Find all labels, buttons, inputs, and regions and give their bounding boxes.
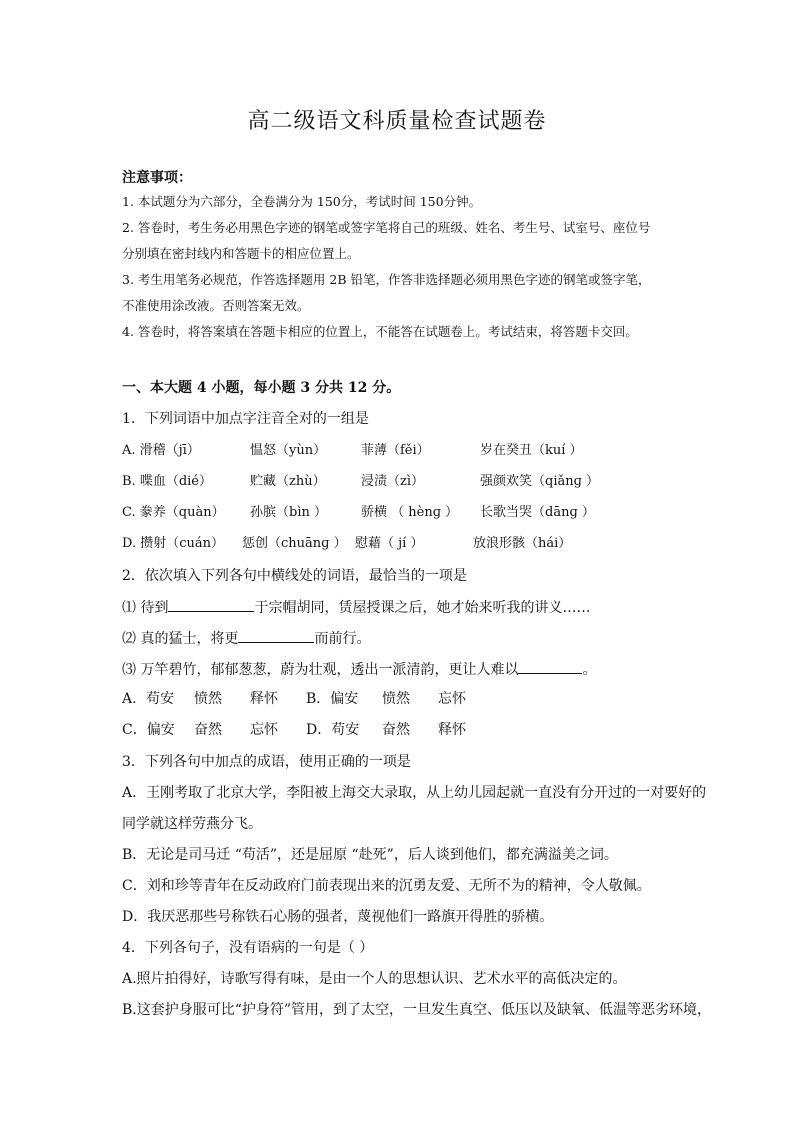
question-3-line: B．无论是司马迁 “苟活”，还是屈原 “赴死”，后人谈到他们，都充满溢美之词。 [122,847,618,863]
sentence-text: 而前行。 [314,631,371,647]
option-word: 奋然 [194,722,222,738]
sentence-text: ⑵ 真的猛士，将更 [122,631,239,647]
sentence-text: ⑶ 万竿碧竹，郁郁葱葱，蔚为壮观，透出一派清韵，更让人难以 [122,662,519,678]
option-word: 愤然 [194,691,222,707]
fill-blank-1 [168,597,254,612]
question-2-stem: 2．依次填入下列各句中横线处的词语，最恰当的一项是 [122,568,467,584]
option-word: 菲薄（fěi） [361,443,430,458]
option-word: 贮藏（zhù） [250,474,326,489]
option-word: 愠怒（yùn） [250,443,327,458]
option-word: C. 豢养（quàn） [122,505,225,520]
option-word: 忘怀 [438,691,466,707]
option-word: 强颜欢笑（qiǎnɡ ） [480,474,600,489]
option-word: 忘怀 [250,722,278,738]
option-word: 浸渍（zì） [361,474,425,489]
question-3-stem: 3．下列各句中加点的成语，使用正确的一项是 [122,754,411,770]
option-word: D．苟安 [306,722,360,738]
option-word: 骄横 （ hènɡ ） [361,505,459,520]
option-word: A．苟安 [122,691,175,707]
option-word: 放浪形骸（hái） [473,536,572,551]
sentence-1 [122,597,590,618]
option-word: 释怀 [438,722,466,738]
option-word: 愤然 [382,691,410,707]
notice-line: 不准使用涂改液。否则答案无效。 [122,298,310,313]
section-heading: 一、本大题 4 小题，每小题 3 分共 12 分。 [122,380,401,396]
question-3-line: D．我厌恶那些号称铁石心肠的强者，蔑视他们一路旗开得胜的骄横。 [122,909,554,925]
option-word: B. 喋血（dié） [122,474,212,489]
fill-blank-3 [518,659,582,674]
sentence-text: 于宗帽胡同，赁屋授课之后，她才始来听我的讲义…… [254,600,591,616]
question-4-line: A.照片拍得好，诗歌写得有味，是由一个人的思想认识、艺术水平的高低决定的。 [122,971,627,987]
option-word: 奋然 [382,722,410,738]
question-3-line: 同学就这样劳燕分飞。 [122,816,262,832]
question-1-stem: 1．下列词语中加点字注音全对的一组是 [122,411,369,427]
sentence-text: 。 [582,662,597,678]
option-word: D. 攒射（cuán） [122,536,225,551]
option-word: B．偏安 [306,691,359,707]
option-word: 岁在癸丑（kuí ） [480,443,583,458]
question-3-line: A．王刚考取了北京大学，李阳被上海交大录取，从上幼儿园起就一直没有分开过的一对要好的 [122,785,707,801]
question-4-line: B.这套护身服可比“护身符”管用，到了太空，一旦发生真空、低压以及缺氧、低温等恶劣环境， [122,1002,712,1018]
sentence-3 [122,659,596,680]
notice-line: 4. 答卷时，将答案填在答题卡相应的位置上，不能答在试题卷上。考试结束，将答题卡交回。 [122,324,638,339]
question-4-stem: 4．下列各句子，没有语病的一句是（ ） [122,940,374,956]
sentence-2 [122,628,370,649]
notice-heading: 注意事项： [122,170,192,186]
notice-line: 2. 答卷时，考生务必用黑色字迹的钢笔或签字笔将自己的班级、姓名、考生号、试室号、座位号 [122,220,651,235]
option-word: 惩创（chuānɡ ） [242,536,347,551]
option-word: 长歌当哭（dānɡ ） [480,505,595,520]
fill-blank-2 [238,628,314,643]
sentence-text: ⑴ 待到 [122,600,169,616]
option-word: C．偏安 [122,722,175,738]
notice-line: 1. 本试题分为六部分，全卷满分为 150分，考试时间 150分钟。 [122,194,482,209]
page-title: 高二级语文科质量检查试题卷 [247,109,547,134]
option-word: 孙膑（bìn ） [250,505,327,520]
question-3-line: C．刘和珍等青年在反动政府门前表现出来的沉勇友爱、无所不为的精神，令人敬佩。 [122,878,651,894]
notice-line: 3. 考生用笔务必规范，作答选择题用 2B 铅笔，作答非选择题必须用黑色字迹的钢笔或签字笔， [122,272,651,287]
option-word: 慰藉（ jí ） [355,536,424,551]
option-word: 释怀 [250,691,278,707]
notice-line: 分别填在密封线内和答题卡的相应位置上。 [122,246,360,261]
option-word: A. 滑稽（jī） [122,443,200,458]
